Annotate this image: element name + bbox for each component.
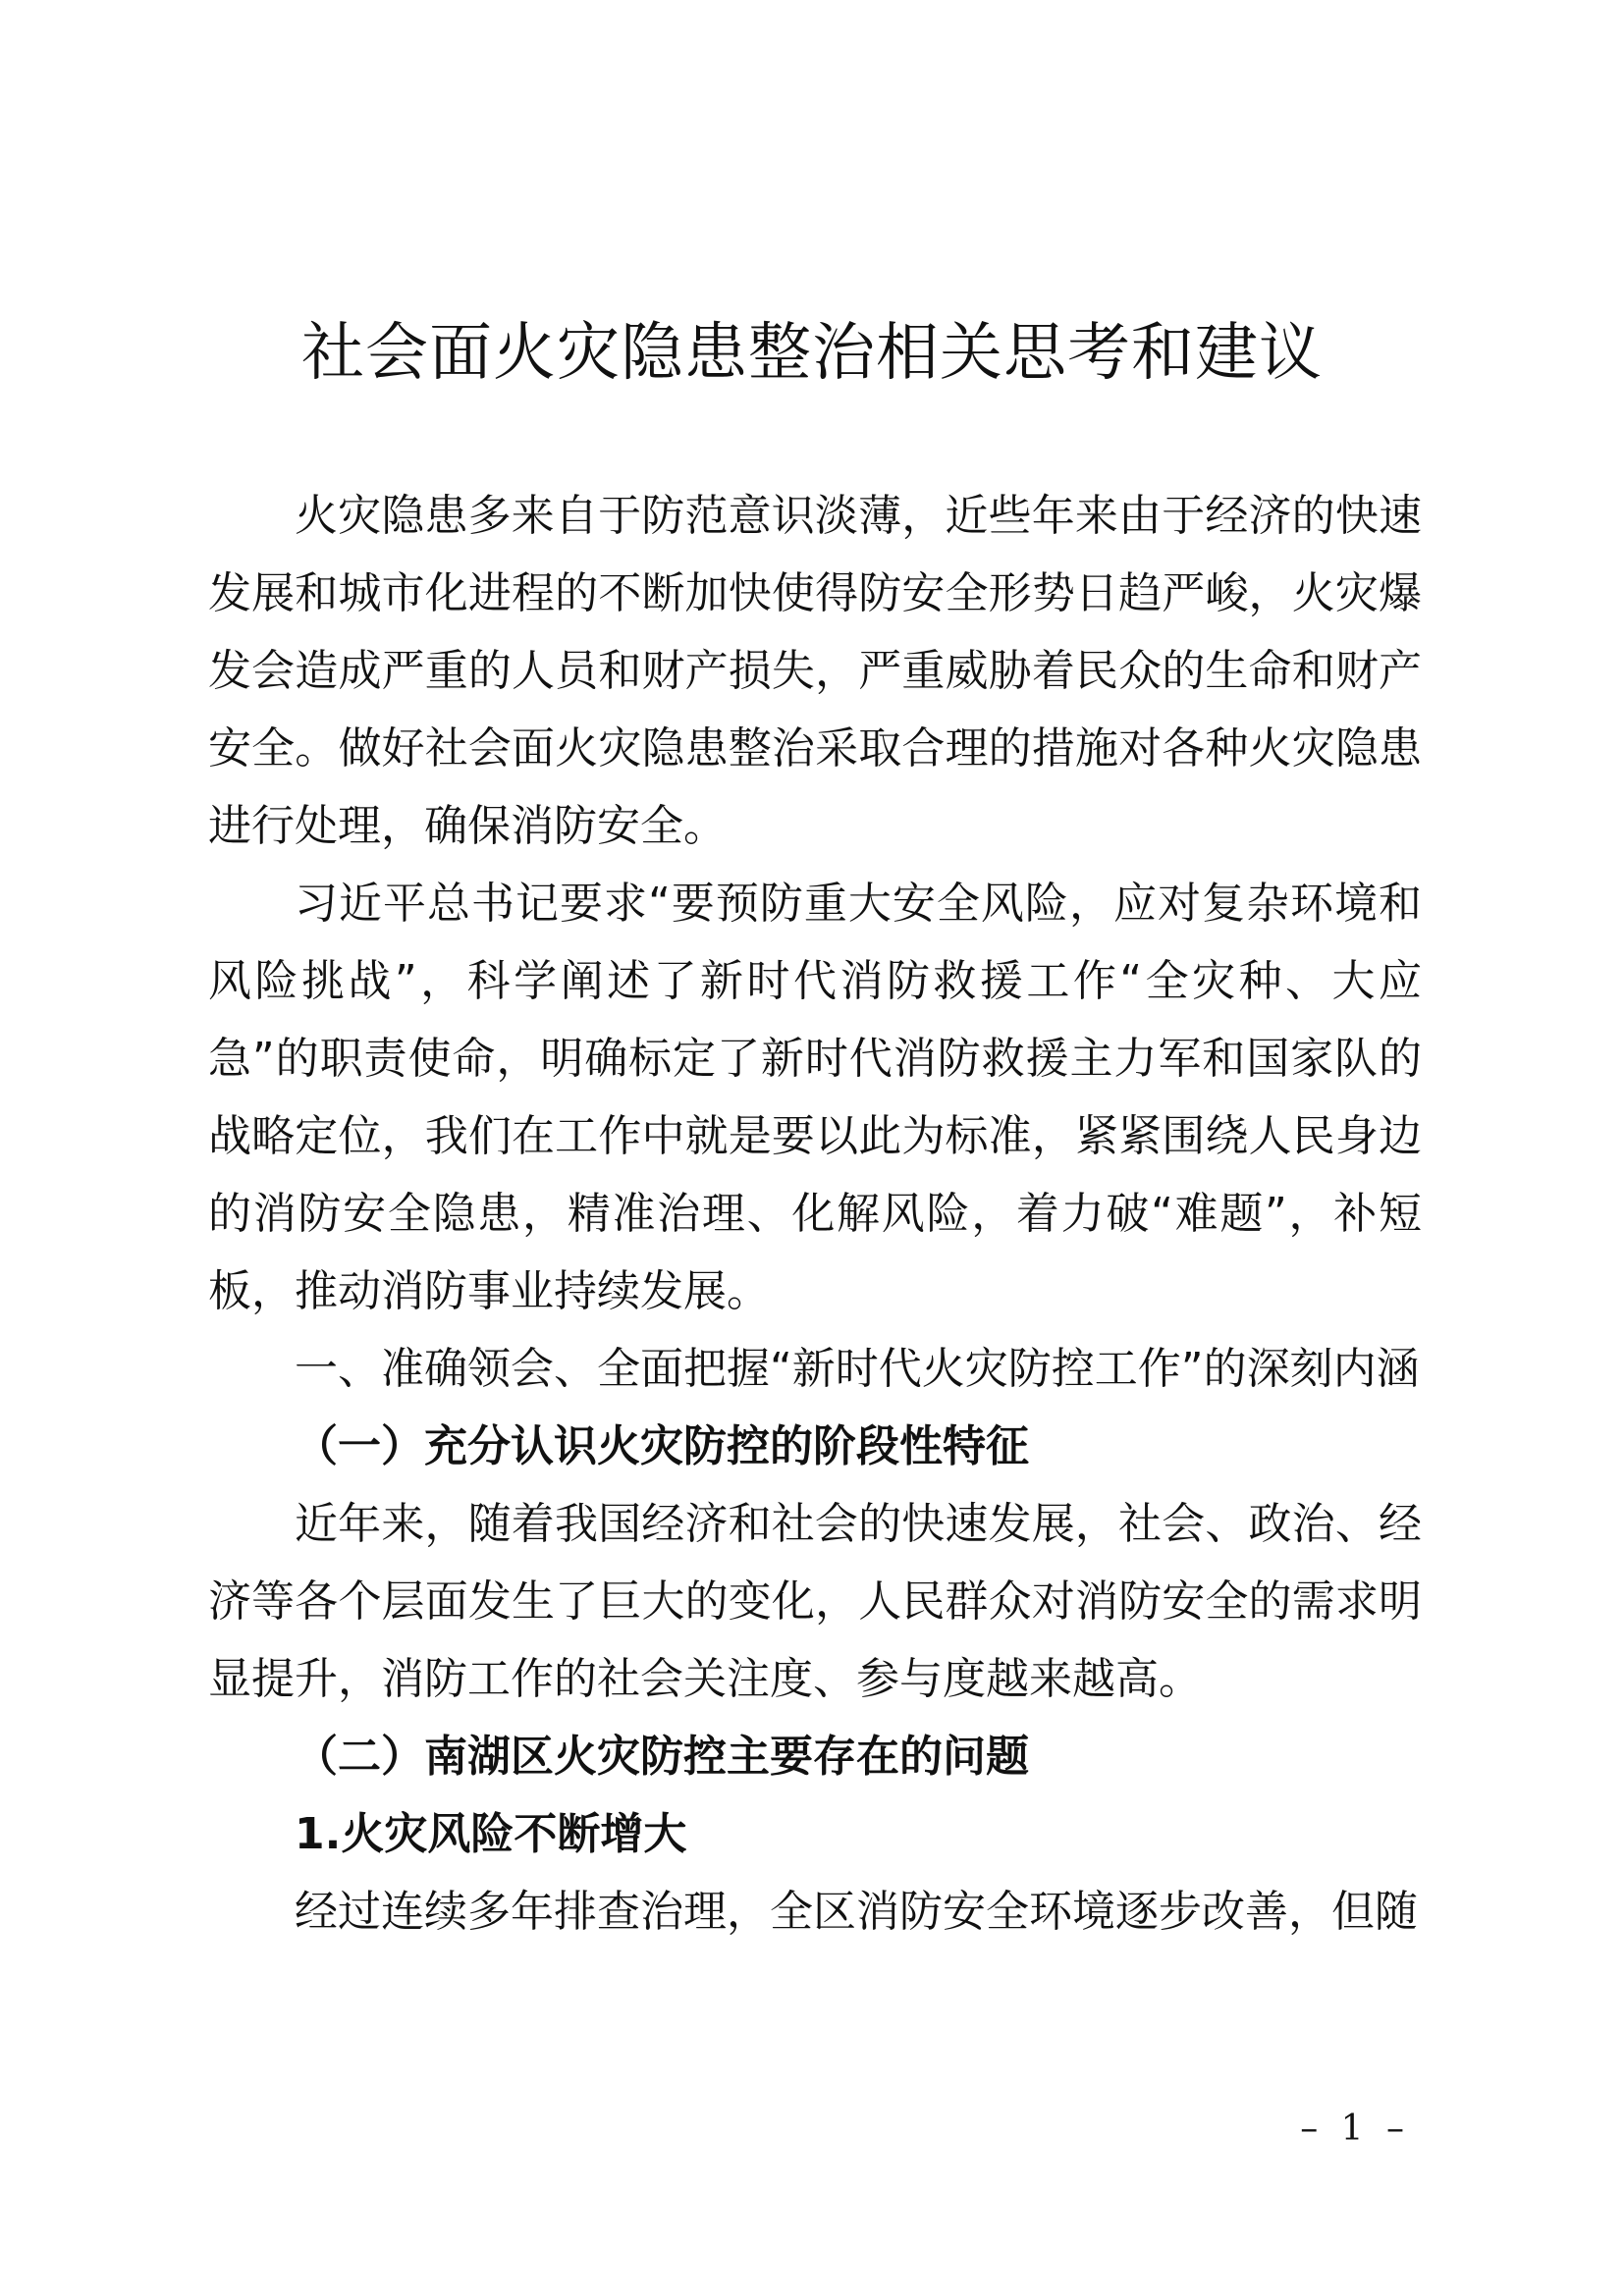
subheading-3: 1.火灾风险不断增大 (295, 1809, 687, 1859)
section-heading-1: 一、准确领会、全面把握“新时代火灾防控工作”的深刻内涵 (295, 1344, 1420, 1394)
paragraph-recent-years: 近年来，随着我国经济和社会的快速发展，社会、政治、经济等各个层面发生了巨大的变化，人民群众对消防安全的需求明显提升，消防工作的社会关注度、参与度越来越高。 (208, 1499, 1422, 1704)
paragraph-risk: 经过连续多年排查治理，全区消防安全环境逐步改善，但随 (295, 1887, 1418, 1937)
document-title: 社会面火灾隐患整治相关思考和建议 (301, 317, 1323, 390)
subheading-2: （二）南湖区火灾防控主要存在的问题 (295, 1732, 1029, 1782)
subheading-1: （一）充分认识火灾防控的阶段性特征 (295, 1421, 1029, 1471)
paragraph-xi-requirement: 习近平总书记要求“要预防重大安全风险，应对复杂环境和风险挑战”，科学阐述了新时代消防救援工作“全灾种、大应急”的职责使命，明确标定了新时代消防救援主力军和国家队的战略定位，我们在工作中就是要以此为标准，紧紧围绕人民身边的消防安全隐患，精准治理、化解风险，着力破“难题”，补短板，推动消防事业持续发展。 (208, 879, 1422, 1316)
paragraph-intro: 火灾隐患多来自于防范意识淡薄，近些年来由于经济的快速发展和城市化进程的不断加快使得防安全形势日趋严峻，火灾爆发会造成严重的人员和财产损失，严重威胁着民众的生命和财产安全。做好社会面火灾隐患整治采取合理的措施对各种火灾隐患进行处理，确保消防安全。 (208, 491, 1422, 851)
page-number: – 1 – (1300, 2109, 1410, 2149)
document-body (208, 477, 1422, 1950)
